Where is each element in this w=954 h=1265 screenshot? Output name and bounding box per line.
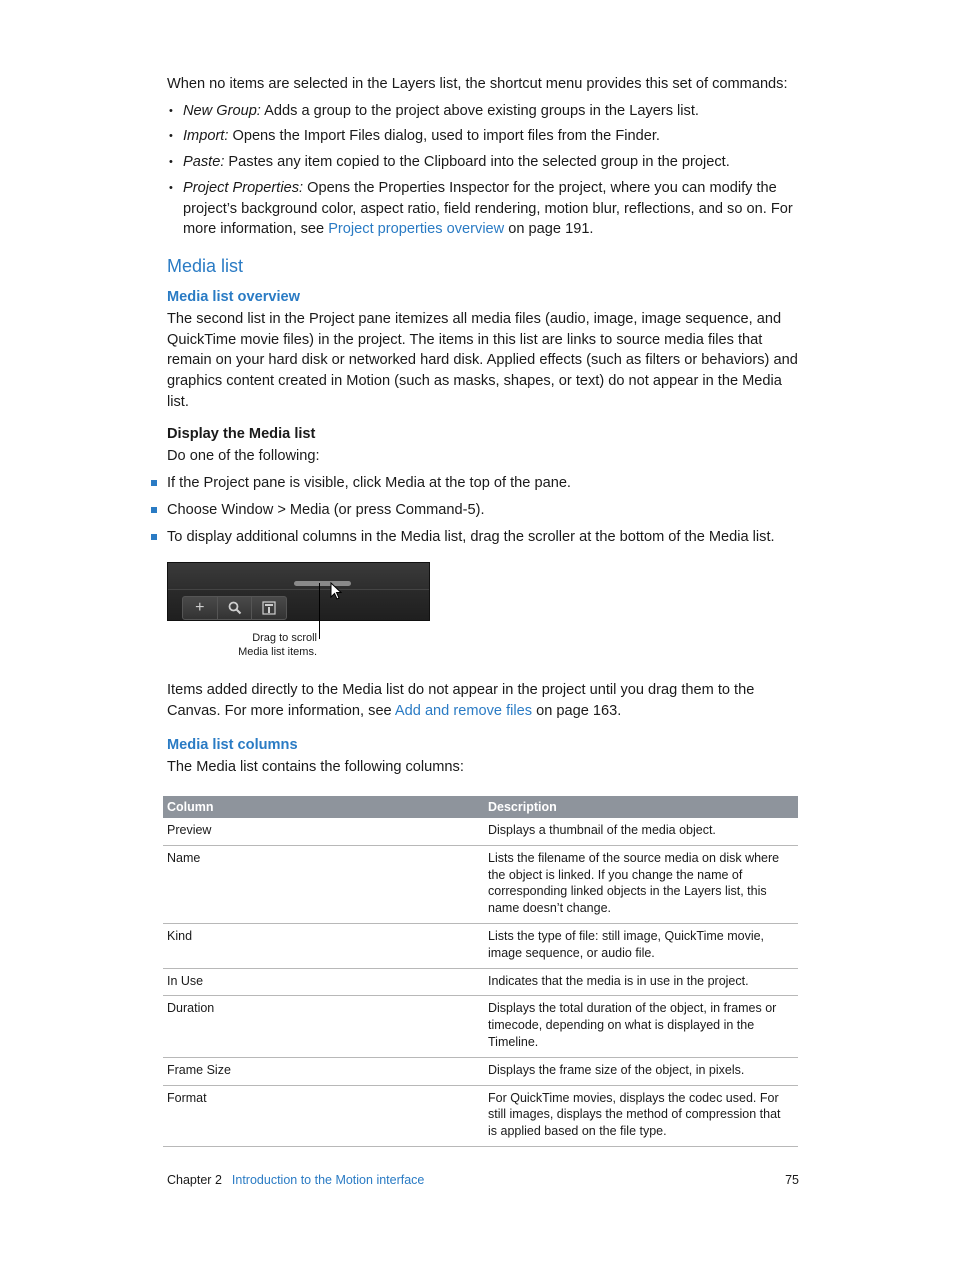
command-text: Opens the Import Files dialog, used to import files from the Finder. [228,128,660,145]
pointer-cursor-icon [330,582,344,602]
page-number: 75 [785,1173,799,1187]
after-figure-tail: on page 163. [532,702,622,719]
columns-lead: The Media list contains the following columns: [167,759,464,775]
callout-line-1: Drag to scroll [252,632,317,644]
footer-chapter-title-link[interactable]: Introduction to the Motion interface [231,1173,425,1187]
table-row [163,923,798,968]
media-list-toolbar [168,589,429,620]
table-cell: Kind [163,923,484,968]
table-row [163,996,798,1057]
footer-chapter: Chapter 2 [167,1173,222,1187]
overview-heading: Media list overview [167,289,301,305]
table-cell: For QuickTime movies, displays the codec used. For still images, displays the method of compression that is applied based on the file type. [484,1085,798,1146]
table-cell: Displays the total duration of the object, in frames or timecode, depending on what is displayed in the Timeline. [484,996,798,1057]
list-item [167,152,799,173]
media-columns-table [163,796,798,1147]
table-cell: Lists the filename of the source media on disk where the object is linked. If you change the name of corresponding linked objects in the Layers list, this name doesn’t change. [484,845,798,923]
command-term: Project Properties: [183,179,304,196]
table-cell: Frame Size [163,1057,484,1085]
table-row [163,968,798,996]
list-item: Choose Window > Media (or press Command-5). [150,500,810,521]
table-cell: In Use [163,968,484,996]
column-header: Description [484,796,798,818]
column-header: Column [163,796,484,818]
add-button[interactable] [183,597,218,619]
table-cell: Format [163,1085,484,1146]
search-icon [228,601,242,615]
columns-lead-block [167,757,799,778]
table-row [163,818,798,845]
command-term: Paste: [183,154,225,171]
table-row [163,845,798,923]
search-button[interactable] [218,597,253,619]
figure-callout [200,631,317,659]
table-cell: Preview [163,818,484,845]
media-list-figure [167,562,430,621]
command-term: Import: [183,128,229,145]
table-cell: Displays the frame size of the object, in pixels. [484,1057,798,1085]
add-remove-files-link[interactable]: Add and remove files [394,702,533,719]
task-lead: Do one of the following: [167,448,320,464]
table-cell: Name [163,845,484,923]
command-term: New Group: [183,102,261,119]
task-title: Display the Media list [167,426,316,442]
after-figure-block [167,680,799,721]
table-cell: Lists the type of file: still image, QuickTime movie, image sequence, or audio file. [484,923,798,968]
task-lead-block [167,446,799,467]
list-item [167,101,799,122]
toolbar-button-group [182,596,287,620]
task-steps [150,473,810,554]
list-item [167,178,799,240]
callout-line-2: Media list items. [238,646,317,658]
list-item: To display additional columns in the Media list, drag the scroller at the bottom of the Media list. [150,527,810,548]
project-properties-link[interactable]: Project properties overview [328,221,505,238]
table-cell: Duration [163,996,484,1057]
plus-icon: + [195,599,205,616]
list-item: If the Project pane is visible, click Media at the top of the pane. [150,473,810,494]
page-footer [167,1173,799,1187]
command-tail: on page 191. [504,221,594,238]
inspector-icon [262,601,276,615]
after-figure-paragraph [167,680,799,721]
intro-paragraph: When no items are selected in the Layers list, the shortcut menu provides this set of commands: [167,76,788,92]
table-row [163,1085,798,1146]
columns-heading: Media list columns [167,737,298,753]
command-list [167,101,799,240]
table-cell: Displays a thumbnail of the media object. [484,818,798,845]
command-text: Pastes any item copied to the Clipboard into the selected group in the project. [224,154,730,171]
section-title: Media list [167,256,244,276]
inspector-button[interactable] [252,597,286,619]
command-text: Adds a group to the project above existing groups in the Layers list. [260,102,699,119]
command-text: Opens the Properties Inspector for the project, where you can modify the project’s background color, aspect ratio, field rendering, motion blur, reflections, and so on. For more information, see [183,179,793,238]
overview-body: The second list in the Project pane itemizes all media files (audio, image, image sequence, and QuickTime movie files) in the project. The items in this list are links to source media files that remain on your hard disk or networked hard disk. Applied effects (such as filters or behaviors) and graphics content created in Motion (such as masks, shapes, or text) do not appear in the Media list. [167,311,798,410]
table-header-row [163,796,798,818]
after-figure-text: Items added directly to the Media list do not appear in the project until you drag them to the Canvas. For more information, see [167,682,755,719]
table-row [163,1057,798,1085]
list-item [167,126,799,147]
overview-body-block [167,309,799,413]
callout-line [319,583,320,639]
table-cell: Indicates that the media is in use in the project. [484,968,798,996]
intro-block [167,74,799,240]
